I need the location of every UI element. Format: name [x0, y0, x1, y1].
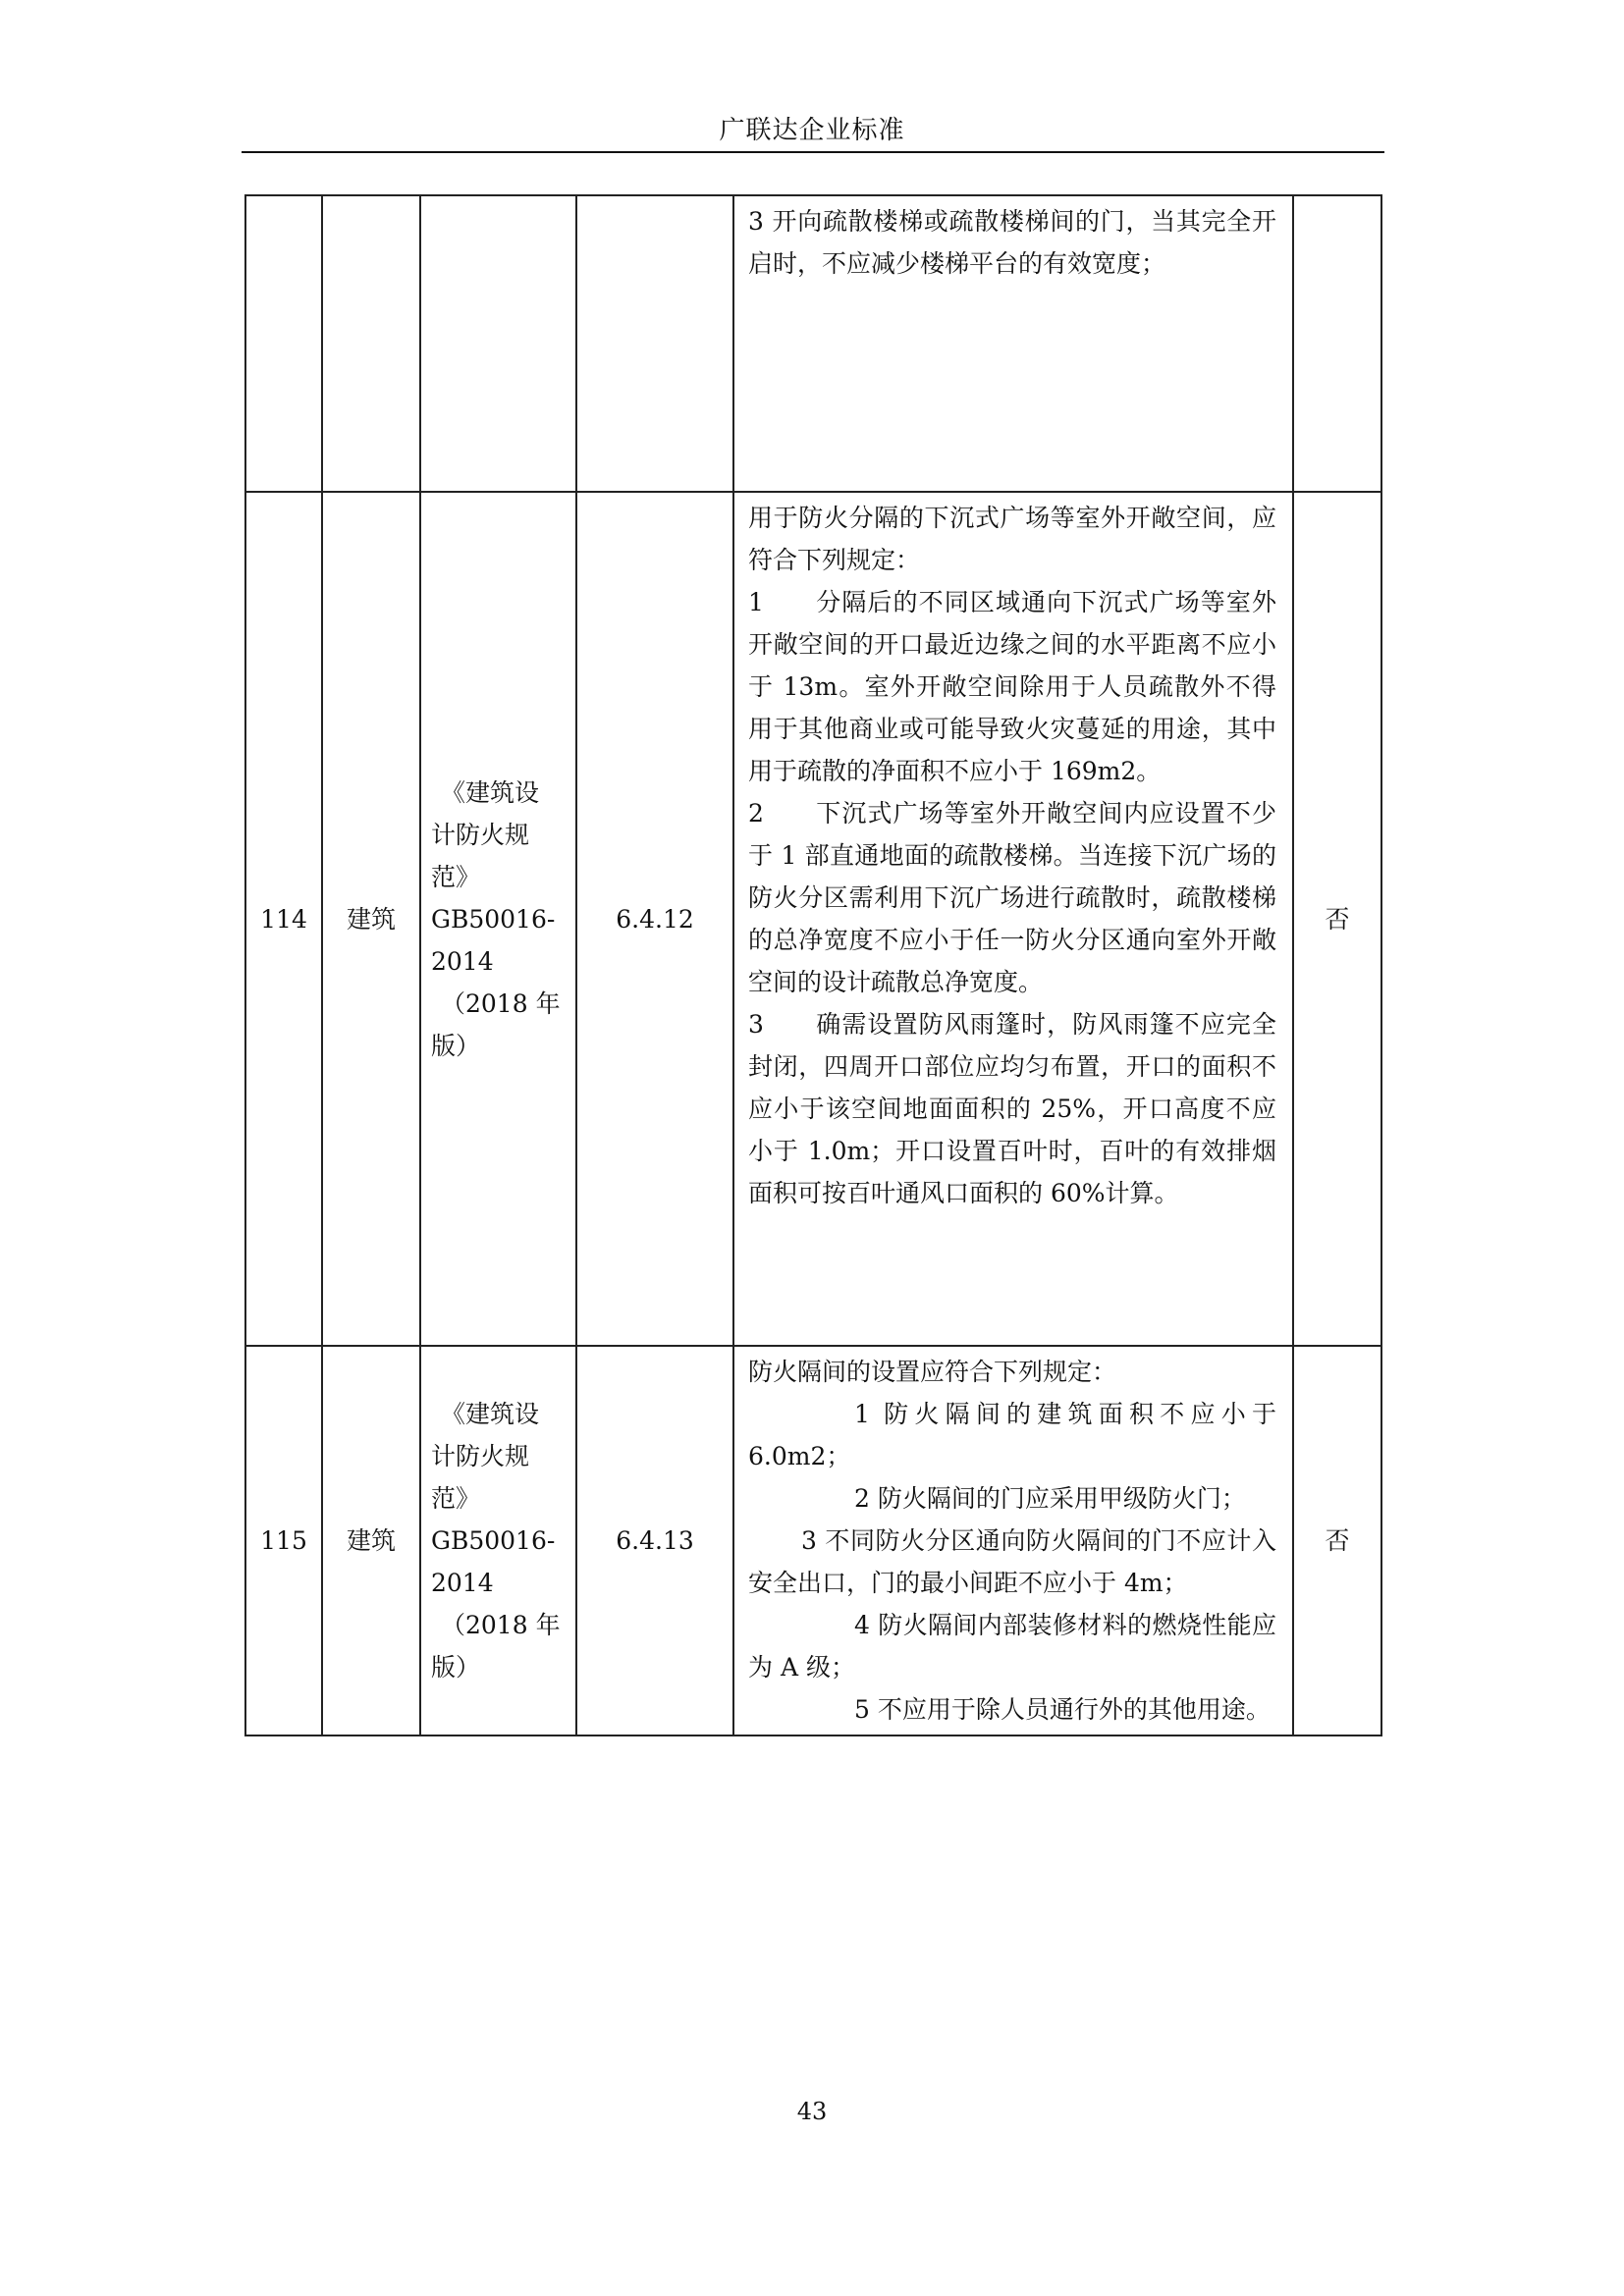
page-header-title: 广联达企业标准: [719, 116, 905, 145]
content-paragraph: 2 防火隔间的门应采用甲级防火门；: [854, 1484, 1246, 1513]
content-paragraph: 5 不应用于除人员通行外的其他用途。: [854, 1695, 1271, 1724]
content-paragraph: 4 防火隔间内部装修材料的燃烧性能应为 A 级；: [748, 1611, 1276, 1682]
content-paragraph: 1 分隔后的不同区域通向下沉式广场等室外开敞空间的开口最近边缘之间的水平距离不应小于 13m。室外开敞空间除用于人员疏散外不得用于其他商业或可能导致火灾蔓延的用途，其中用于疏散的净面积不应小于 169m2。: [748, 588, 1276, 785]
source-line: GB50016-: [431, 904, 556, 934]
source-line: （2018 年: [441, 988, 561, 1018]
category-cell: [322, 195, 420, 492]
row-content: [733, 1346, 1293, 1735]
row-content: [733, 492, 1293, 1346]
clause-cell: [576, 195, 733, 492]
content-cell: [733, 195, 1293, 492]
row-clause: 6.4.13: [576, 1346, 733, 1735]
row-number: 115: [245, 1346, 322, 1735]
row-source: [420, 1346, 576, 1735]
row-mandatory: 否: [1293, 492, 1381, 1346]
source-line: 计防火规: [431, 1442, 530, 1470]
table-row: [245, 1346, 1381, 1735]
row-source: [420, 492, 576, 1346]
content-paragraph: 防火隔间的设置应符合下列规定：: [748, 1358, 1117, 1386]
source-line: （2018 年: [441, 1611, 561, 1639]
row-number: 114: [245, 492, 322, 1346]
content-paragraph: 3 开向疏散楼梯或疏散楼梯间的门，当其完全开启时，不应减少楼梯平台的有效宽度；: [748, 207, 1276, 278]
row-category: 建筑: [322, 1346, 420, 1735]
content-paragraph: 3 不同防火分区通向防火隔间的门不应计入安全出口，门的最小间距不应小于 4m；: [748, 1526, 1276, 1597]
row-clause: 6.4.12: [576, 492, 733, 1346]
row-category: 建筑: [322, 492, 420, 1346]
content-paragraph: 3 确需设置防风雨篷时，防风雨篷不应完全封闭，四周开口部位应均匀布置，开口的面积不应小于该空间地面面积的 25%，开口高度不应小于 1.0m；开口设置百叶时，百叶的有效排烟面积可按百叶通风口面积的 60%计算。: [748, 1010, 1276, 1207]
source-line: 范》: [431, 1484, 481, 1513]
source-line: 《建筑设: [441, 777, 540, 807]
source-line: 版）: [431, 1031, 481, 1060]
header-divider: [242, 151, 1384, 153]
content-paragraph: 用于防火分隔的下沉式广场等室外开敞空间，应符合下列规定：: [748, 504, 1276, 574]
content-paragraph: 2 下沉式广场等室外开敞空间内应设置不少于 1 部直通地面的疏散楼梯。当连接下沉广场的防火分区需利用下沉广场进行疏散时，疏散楼梯的总净宽度不应小于任一防火分区通向室外开敞空间的设计疏散总净宽度。: [748, 799, 1276, 996]
source-line: 版）: [431, 1653, 481, 1682]
row-mandatory: 否: [1293, 1346, 1381, 1735]
content-paragraph: 1 防火隔间的建筑面积不应小于 6.0m2；: [748, 1400, 1276, 1470]
table-row: [245, 492, 1381, 1346]
source-line: GB50016-: [431, 1526, 556, 1555]
source-line: 范》: [431, 862, 481, 891]
source-cell: [420, 195, 576, 492]
standards-table: [244, 194, 1382, 1736]
source-line: 2014: [431, 1569, 494, 1597]
source-line: 2014: [431, 946, 494, 976]
source-line: 《建筑设: [441, 1400, 540, 1428]
source-line: 计防火规: [431, 820, 530, 849]
number-cell: [245, 195, 322, 492]
mandatory-cell: [1293, 195, 1381, 492]
page-number: 43: [796, 2098, 828, 2125]
table-row-continuation: [245, 195, 1381, 492]
